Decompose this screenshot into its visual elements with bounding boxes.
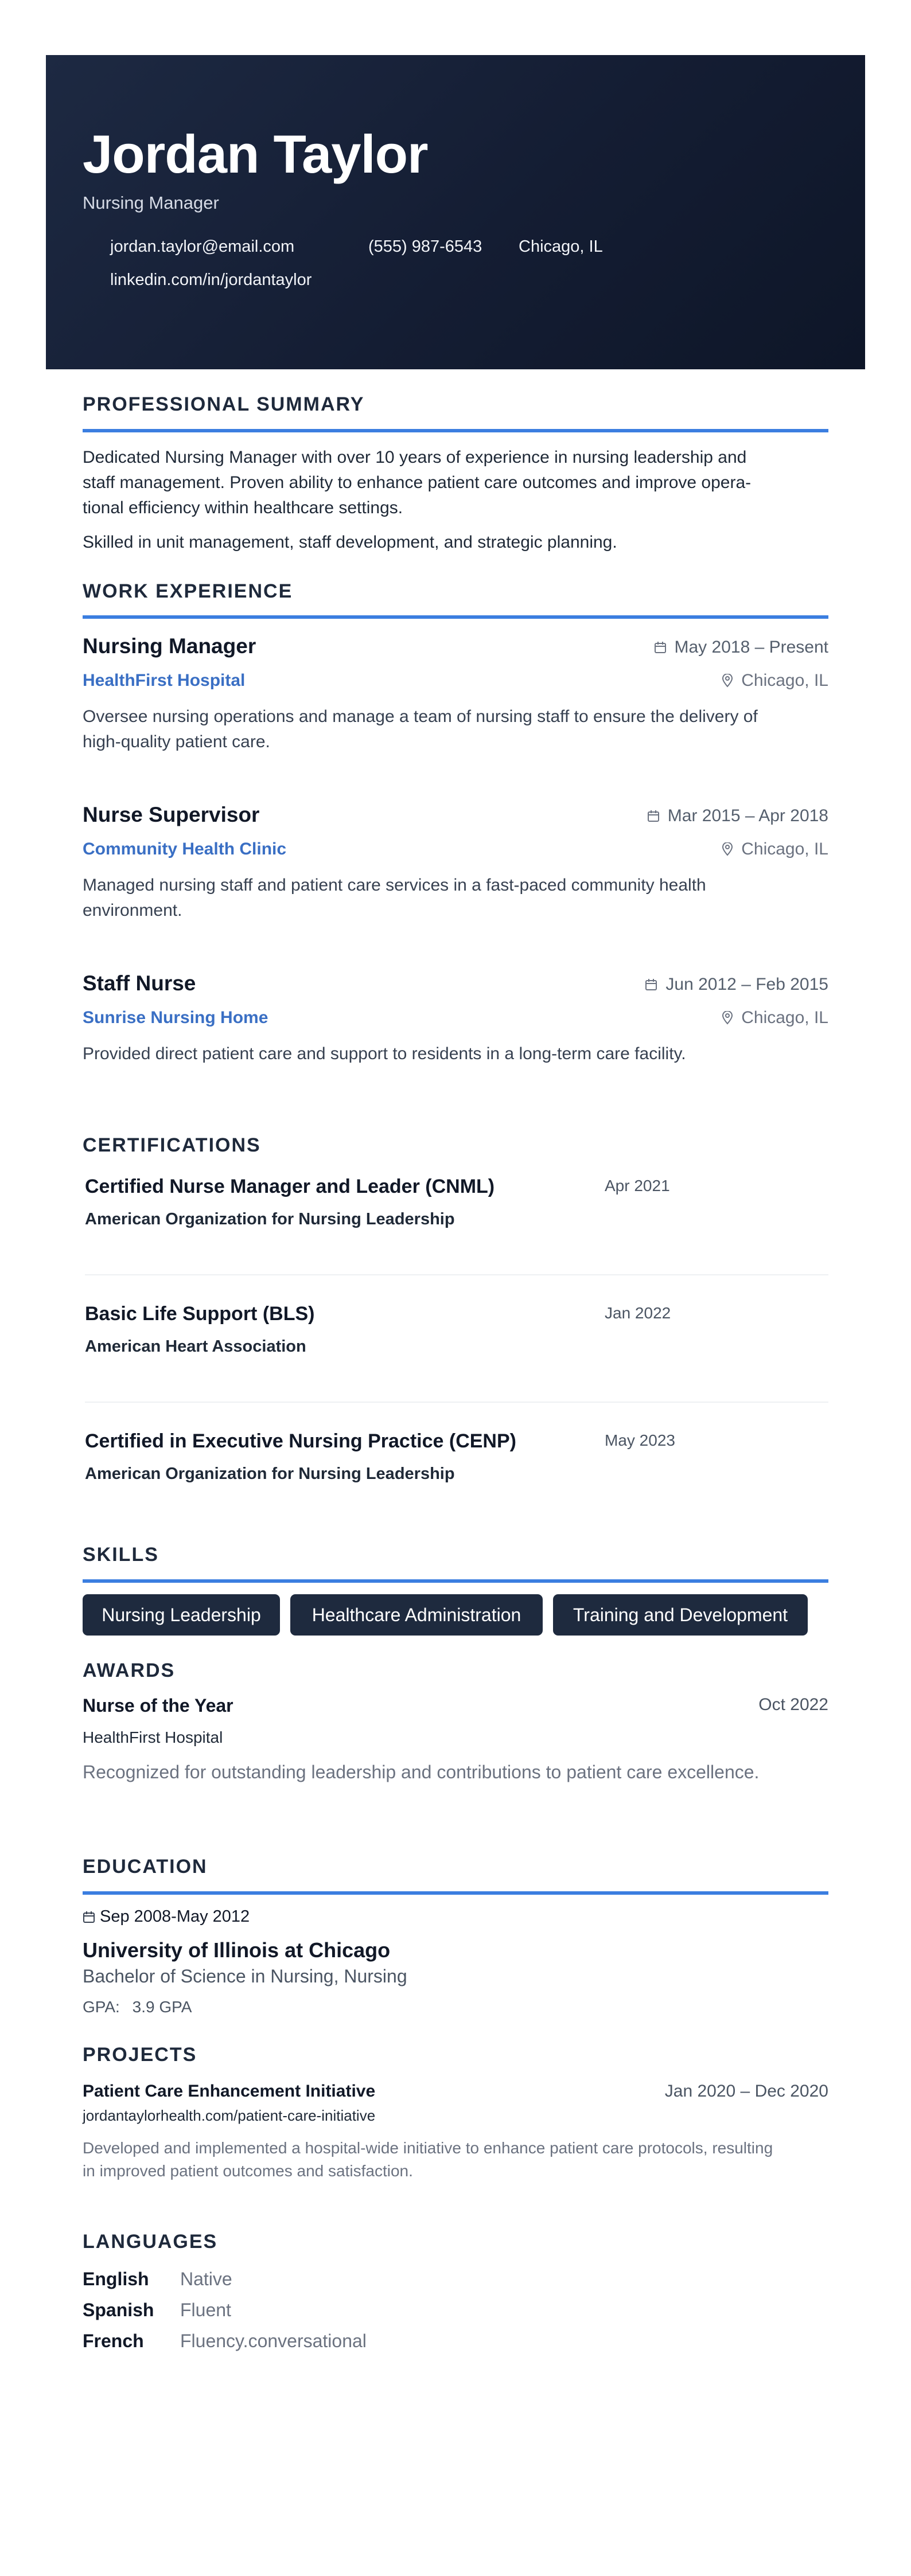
education-dates-text: Sep 2008-May 2012 [100,1907,250,1926]
project-name: Patient Care Enhancement Initiative [83,2082,376,2101]
job-company: HealthFirst Hospital [83,671,246,690]
job-description-line-2: high-quality patient care. [83,732,270,751]
contact-location [491,237,603,256]
award-date: Oct 2022 [758,1695,828,1714]
phone-icon [341,240,355,254]
certification-date: Apr 2021 [605,1177,670,1195]
education-divider [83,1891,828,1895]
job-location [722,840,828,859]
skill-chip: Training and Development [553,1594,808,1636]
languages-heading: LANGUAGES [83,2231,218,2253]
skills-heading: SKILLS [83,1544,159,1566]
map-pin-icon [722,1011,733,1025]
certification-name: Basic Life Support (BLS) [85,1303,315,1325]
project-description-line-2: in improved patient outcomes and satisfaction. [83,2162,413,2180]
linkedin-icon [83,274,96,287]
contact-linkedin[interactable] [83,271,312,290]
awards-heading: AWARDS [83,1660,176,1681]
project-description-line-1: Developed and implemented a hospital-wide initiative to enhance patient care protocols, resulting [83,2139,773,2157]
language-level: Native [180,2269,232,2289]
candidate-name: Jordan Taylor [83,124,428,184]
map-pin-icon [722,842,733,856]
job-dates [647,806,828,826]
calendar-icon [647,810,660,822]
job-dates [645,975,828,994]
certification-org: American Organization for Nursing Leadership [85,1465,455,1483]
contact-phone[interactable] [341,237,482,256]
job-company: Community Health Clinic [83,840,287,858]
experience-divider [83,615,828,619]
language-name: English [83,2269,149,2289]
phone-text[interactable]: (555) 987-6543 [368,237,482,256]
job-location-text: Chicago, IL [741,840,828,858]
candidate-title: Nursing Manager [83,193,219,213]
skills-divider [83,1579,828,1583]
education-heading: EDUCATION [83,1856,208,1878]
summary-divider [83,429,828,432]
award-org: HealthFirst Hospital [83,1728,223,1746]
job-location-text: Chicago, IL [741,671,828,690]
email-icon [83,240,96,254]
linkedin-text[interactable]: linkedin.com/in/jordantaylor [110,271,312,289]
certification-name: Certified Nurse Manager and Leader (CNML) [85,1176,495,1197]
email-text[interactable]: jordan.taylor@email.com [110,237,295,256]
job-company: Sunrise Nursing Home [83,1008,268,1027]
job-title: Nurse Supervisor [83,803,260,826]
certification-divider [85,1274,828,1275]
job-dates-text: Mar 2015 – Apr 2018 [667,806,828,825]
education-dates [83,1907,250,1926]
certification-name: Certified in Executive Nursing Practice (CENP) [85,1430,516,1452]
language-level: Fluent [180,2300,231,2320]
education-gpa [83,1998,192,2016]
job-title: Nursing Manager [83,634,256,658]
language-name: Spanish [83,2300,154,2320]
certifications-heading: CERTIFICATIONS [83,1134,261,1156]
language-level: Fluency.conversational [180,2331,367,2351]
certification-date: Jan 2022 [605,1304,671,1322]
resume-header [46,55,865,369]
award-title: Nurse of the Year [83,1695,233,1716]
calendar-icon [83,1911,95,1923]
job-location-text: Chicago, IL [741,1008,828,1027]
location-text: Chicago, IL [519,237,603,256]
language-name: French [83,2331,144,2351]
project-dates: Jan 2020 – Dec 2020 [664,2082,828,2101]
map-pin-icon [722,674,733,688]
location-icon [491,240,505,254]
skill-chip: Healthcare Administration [290,1594,543,1636]
summary-line-3: tional efficiency within healthcare settings. [83,498,403,517]
experience-heading: WORK EXPERIENCE [83,580,293,602]
job-dates-text: May 2018 – Present [674,638,828,657]
calendar-icon [645,978,657,991]
skill-chip: Nursing Leadership [83,1594,280,1636]
certification-divider [85,1402,828,1403]
summary-line-4: Skilled in unit management, staff development, and strategic planning. [83,533,617,552]
job-description-line-1: Oversee nursing operations and manage a team of nursing staff to ensure the delivery of [83,707,758,726]
job-location [722,1008,828,1028]
education-degree: Bachelor of Science in Nursing, Nursing [83,1966,407,1986]
education-school: University of Illinois at Chicago [83,1938,391,1962]
job-title: Staff Nurse [83,971,196,995]
job-location [722,671,828,690]
certification-org: American Heart Association [85,1337,306,1356]
gpa-label: GPA: [83,1998,120,2016]
calendar-icon [654,641,667,654]
job-description-line-1: Managed nursing staff and patient care services in a fast-paced community health [83,876,706,895]
job-description-line-1: Provided direct patient care and support to residents in a long-term care facility. [83,1044,686,1063]
projects-heading: PROJECTS [83,2044,197,2066]
certification-date: May 2023 [605,1431,675,1449]
job-description-line-2: environment. [83,901,182,920]
summary-line-1: Dedicated Nursing Manager with over 10 years of experience in nursing leadership and [83,448,747,467]
job-dates [654,638,829,657]
certification-org: American Organization for Nursing Leadership [85,1210,455,1228]
project-url[interactable]: jordantaylorhealth.com/patient-care-initiative [83,2107,376,2124]
summary-line-2: staff management. Proven ability to enhance patient care outcomes and improve opera- [83,473,752,492]
gpa-value: 3.9 GPA [132,1998,192,2016]
summary-heading: PROFESSIONAL SUMMARY [83,393,365,415]
award-description: Recognized for outstanding leadership and contributions to patient care excellence. [83,1762,760,1782]
job-dates-text: Jun 2012 – Feb 2015 [665,975,828,994]
contact-email[interactable] [83,237,294,256]
